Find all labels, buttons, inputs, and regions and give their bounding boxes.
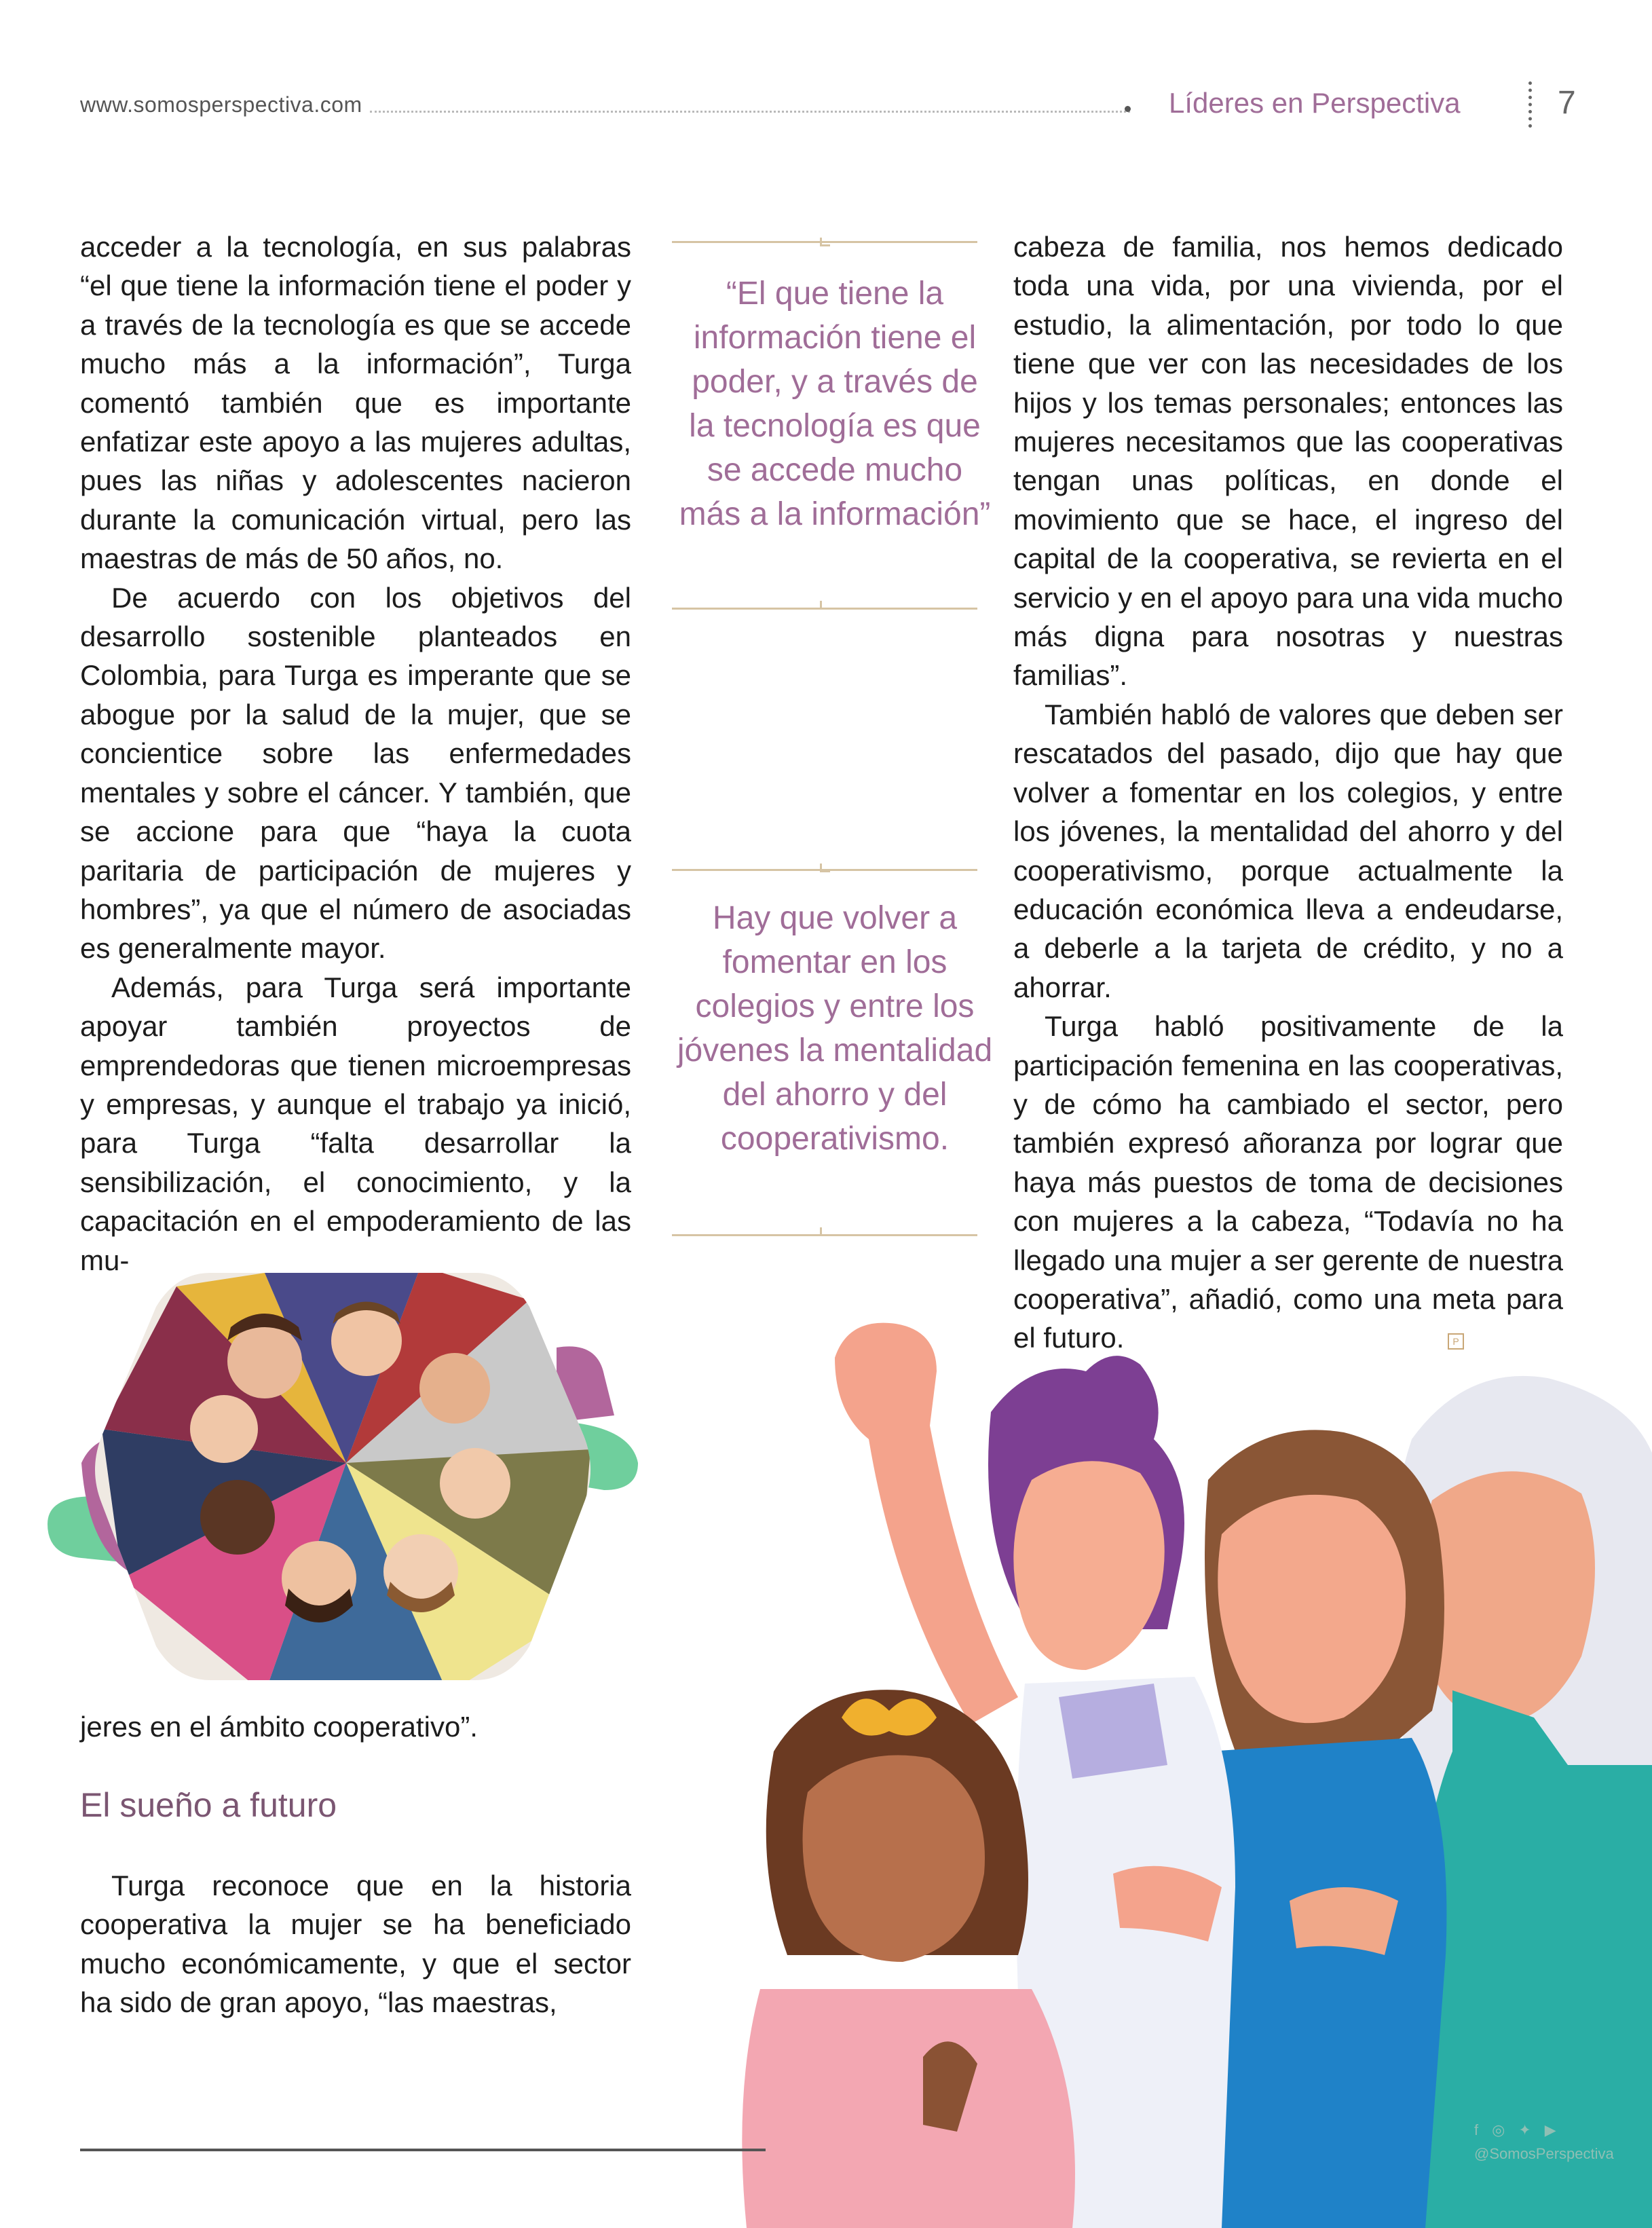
instagram-icon[interactable]: ◎: [1492, 2121, 1519, 2138]
children-photo: [41, 1259, 652, 1701]
right-paragraph-2: También habló de valores que deben ser rescatados del pasado, dijo que hay que volver a fomentar en los colegios, y entre los jóvenes, la mentalidad del ahorro y del cooperativismo, porque actualmente la educación económica lleva a endeudarse, a deberle a la tarjeta de crédito, y no a ahorrar.: [1013, 698, 1563, 1003]
women-illustration: [733, 1276, 1652, 2228]
pullquote-1-bottom-notch: [820, 601, 830, 610]
left-column-2: [80, 1866, 631, 2022]
page-number: 7: [1558, 85, 1576, 121]
left-paragraph-2: De acuerdo con los objetivos del desarrollo sostenible planteados en Colombia, para Turga es imperante que se abogue por la salud de la mujer, que se concientice sobre las enfermedades mentales y sobre el cáncer. Y también, que se accione para que “haya la cuota paritaria de participación de mujeres y hombres”, ya que el número de asociadas es generalmente mayor.: [80, 581, 631, 965]
right-paragraph-1: cabeza de familia, nos hemos dedicado toda una vida, por una vivienda, por el estudio, la alimentación, por todo lo que tiene que ver con las necesidades de los hijos y los temas personales; entonces las mujeres necesitamos que las cooperativas tengan unas políticas, en donde el movimiento que se hace, el ingreso del capital de la cooperativa, se revierta en el servicio y en el apoyo para una vida mucho más digna para nosotras y nuestras familias”.: [1013, 231, 1563, 692]
twitter-icon[interactable]: ✦: [1518, 2121, 1545, 2138]
header-divider: [1528, 81, 1532, 128]
left-paragraph-3: Además, para Turga será importante apoyar también proyectos de emprendedoras que tienen microempresas y empresas, y aunque el trabajo ya inició, para Turga “falta desarrollar la sensibilización, el conocimiento, y la capacitación en el empoderamiento de las mu-: [80, 971, 631, 1276]
section-title: Líderes en Perspectiva: [1169, 87, 1461, 119]
pullquote-2: Hay que volver a fomentar en los colegios y entre los jóvenes la mentalidad del ahorro y del cooperativismo.: [677, 900, 993, 1157]
left-column: [80, 227, 631, 1280]
raised-arm: [835, 1323, 1018, 1724]
left-paragraph-3-end: jeres en el ámbito cooperativo”.: [80, 1711, 478, 1743]
pullquote-2-bottom-notch: [820, 1227, 830, 1236]
header-dot: [1125, 106, 1131, 112]
right-paragraph-3: Turga habló positivamente de la participación femenina en las cooperativas, y de cómo ha cambiado el sector, pero también expresó añoranza por lograr que haya más puestos de toma de decisiones con mujeres a la cabeza, “Todavía no ha llegado una mujer a ser gerente de nuestra cooperativa”, añadió, como una meta para el futuro.: [1013, 1010, 1563, 1354]
girl-face: [803, 1756, 985, 1962]
section-subheading: El sueño a futuro: [80, 1786, 337, 1824]
pullquote-2-top-notch: [820, 864, 830, 872]
left-paragraph-1: acceder a la tecnología, en sus palabras “el que tiene la información tiene el poder y a través de la tecnología es que se accede mucho más a la información”, Turga comentó también que es importante enfatizar este apoyo a las mujeres adultas, pues las niñas y adolescentes nacieron durante la comunicación virtual, pero las maestras de más de 50 años, no.: [80, 231, 631, 575]
header-dotted-rule: [370, 111, 1130, 113]
purple-hair-woman-face: [1013, 1461, 1164, 1670]
right-column: [1013, 227, 1563, 1358]
pullquote-1-top-notch: [820, 238, 830, 246]
social-handle[interactable]: @SomosPerspectiva: [1474, 2145, 1614, 2162]
pullquote-1: “El que tiene la información tiene el poder, y a través de la tecnología es que se accede mucho más a la información”: [679, 276, 991, 532]
left2-paragraph-1: Turga reconoce que en la historia cooperativa la mujer se ha beneficiado mucho económicamente, y que el sector ha sido de gran apoyo, “las maestras,: [80, 1870, 631, 2019]
shoulder-hand: [1290, 1887, 1398, 1955]
facebook-icon[interactable]: f: [1474, 2121, 1493, 2138]
girl-shirt: [742, 1989, 1075, 2228]
footer-rule: [80, 2149, 766, 2151]
social-icons: [1474, 2121, 1637, 2139]
site-url[interactable]: www.somosperspectiva.com: [80, 92, 362, 117]
youtube-icon[interactable]: ▶: [1544, 2121, 1570, 2138]
purple-hair-woman-collar: [1059, 1684, 1167, 1779]
end-of-article-icon: P: [1448, 1333, 1464, 1350]
